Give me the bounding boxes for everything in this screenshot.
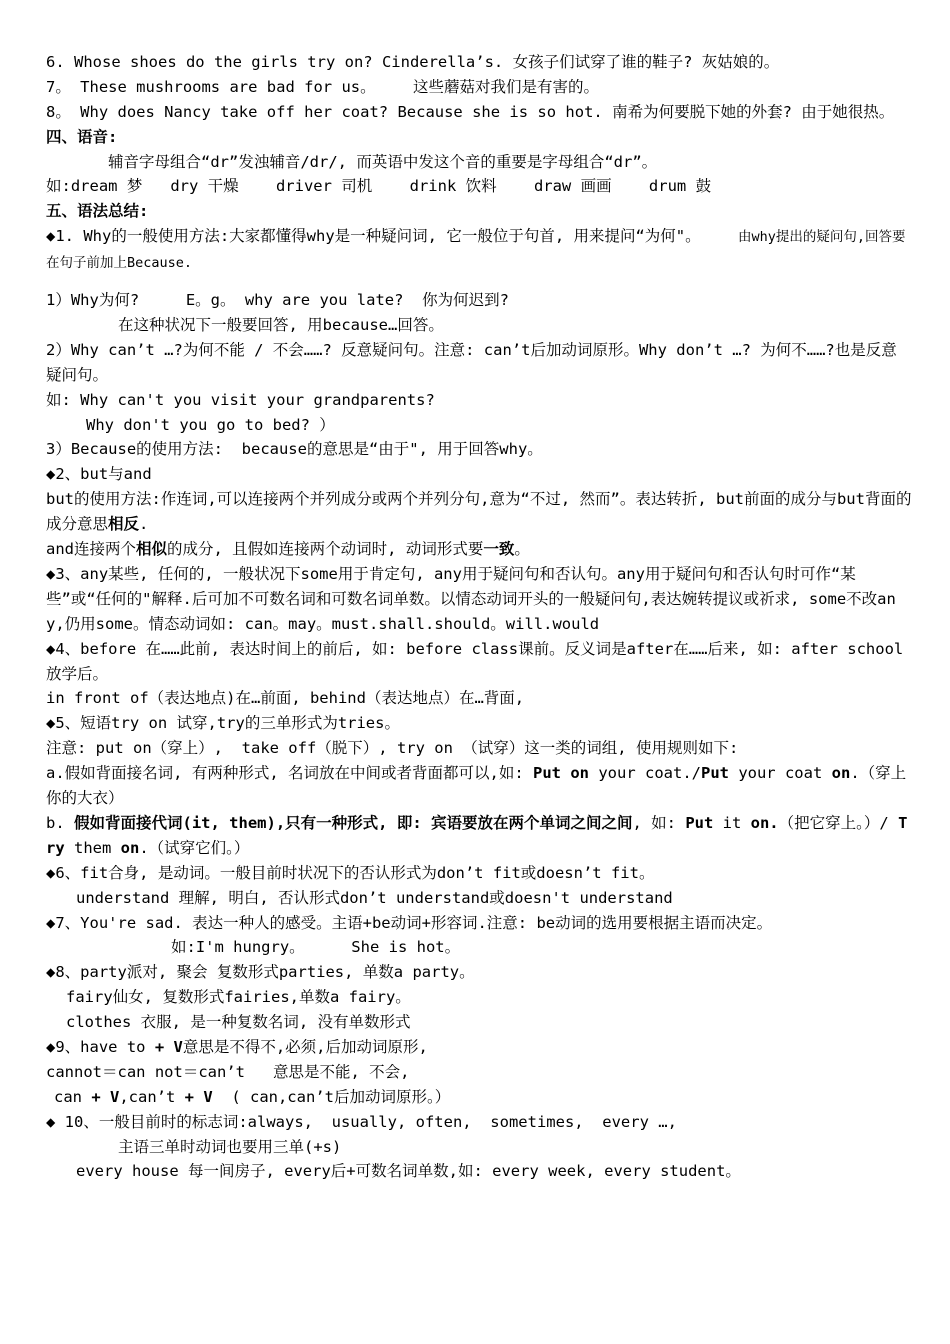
text-span: 意思是不得不,必须,后加动词原形, bbox=[182, 1038, 428, 1057]
text-span: , 如: bbox=[632, 813, 686, 832]
section-heading: 五、语法总结: bbox=[46, 202, 149, 221]
text-line bbox=[46, 761, 912, 811]
text-span: 假如背面接代词(it, them),只有一种形式, 即: 宾语要放在两个单词之间之间 bbox=[74, 813, 633, 832]
text-span: 。 bbox=[514, 540, 530, 559]
text-line: ◆5、短语try on 试穿,try的三单形式为tries。 bbox=[46, 714, 400, 733]
text-span: but的使用方法:作连词,可以连接两个并列成分或两个并列分句,意为“不过, 然而”。表达转折, but前面的成分与but背面的成分意思 bbox=[46, 490, 912, 534]
text-line: ◆ 10、一般目前时的标志词:always, usually, often, sometimes, every …, bbox=[46, 1112, 677, 1131]
text-line bbox=[46, 537, 912, 562]
text-line: ◆2、but与and bbox=[46, 465, 152, 484]
text-span: .（试穿它们。） bbox=[139, 838, 250, 857]
text-span: a.假如背面接名词, 有两种形式, 名词放在中间或者背面都可以,如: bbox=[46, 764, 533, 783]
text-line: 6. Whose shoes do the girls try on? Cinderella’s. 女孩子们试穿了谁的鞋子? 灰姑娘的。 bbox=[46, 53, 780, 71]
text-span: . bbox=[139, 515, 149, 534]
text-span: 相反 bbox=[108, 515, 140, 534]
text-line: ◆8、party派对, 聚会 复数形式parties, 单数a party。 bbox=[46, 963, 475, 982]
text-line bbox=[46, 487, 912, 537]
text-span: 由why提出的疑问句,回答要在句子前加上Because. bbox=[46, 229, 906, 272]
text-span: + V bbox=[91, 1087, 120, 1106]
text-span: Put on bbox=[533, 764, 589, 783]
text-line: 辅音字母组合“dr”发浊辅音/dr/, 而英语中发这个音的重要是字母组合“dr”。 bbox=[108, 152, 658, 171]
text-line: ◆3、any某些, 任何的, 一般状况下some用于肯定句, any用于疑问句和否认句。any用于疑问句和否认句时可作“某些”或“任何的"解释.后可加不可数名词和可数名词单数。以情态动词开头的一般疑问句,表达婉转提议或祈求, some不改any,仍用some。情态动词如: can。may。must.shall.should。will.would bbox=[46, 564, 896, 633]
text-span: it bbox=[713, 813, 751, 832]
text-line: every house 每一间房子, every后+可数名词单数,如: every week, every student。 bbox=[76, 1162, 741, 1181]
text-line: 1）Why为何? E。g。 why are you late? 你为何迟到? bbox=[46, 291, 509, 310]
text-span: your coat./ bbox=[589, 764, 701, 783]
text-span: your coat bbox=[728, 764, 832, 783]
text-line bbox=[46, 1085, 912, 1110]
text-span: Put bbox=[700, 764, 729, 783]
text-line: 在这种状况下一般要回答, 用because…回答。 bbox=[118, 315, 444, 334]
text-line bbox=[46, 1035, 912, 1060]
text-span: Try bbox=[46, 813, 908, 857]
text-line: ◆6、fit合身, 是动词。一般目前时状况下的否认形式为don’t fit或doesn’t fit。 bbox=[46, 863, 655, 882]
text-span: + V bbox=[184, 1087, 213, 1106]
text-span: 的成分, 且假如连接两个动词时, 动词形式要 bbox=[167, 540, 484, 559]
text-line: 8。 Why does Nancy take off her coat? Because she is so hot. 南希为何要脱下她的外套? 由于她很热。 bbox=[46, 102, 895, 121]
text-line: fairy仙女, 复数形式fairies,单数a fairy。 bbox=[66, 988, 411, 1007]
text-line: 3）Because的使用方法: because的意思是“由于", 用于回答why。 bbox=[46, 440, 543, 459]
text-span: 一致 bbox=[483, 540, 515, 559]
text-span: and连接两个 bbox=[46, 540, 136, 559]
text-span: + V bbox=[154, 1038, 183, 1057]
text-line: in front of（表达地点)在…前面, behind（表达地点）在…背面, bbox=[46, 689, 525, 708]
text-line bbox=[46, 224, 912, 276]
text-span: ,can’t bbox=[119, 1087, 185, 1106]
text-line: understand 理解, 明白, 否认形式don’t understand或doesn't understand bbox=[76, 888, 673, 907]
text-span: 相似 bbox=[136, 540, 168, 559]
text-span: Put bbox=[685, 813, 714, 832]
text-span: them bbox=[64, 838, 121, 857]
text-span: on bbox=[120, 838, 140, 857]
text-span: can bbox=[54, 1087, 92, 1106]
text-line: 注意: put on（穿上）, take off（脱下）, try on （试穿）这一类的词组, 使用规则如下: bbox=[46, 739, 739, 758]
text-line: 如: Why can't you visit your grandparents? bbox=[46, 390, 435, 409]
section-heading: 四、语音: bbox=[46, 127, 118, 146]
text-line: Why don't you go to bed? ） bbox=[86, 415, 335, 434]
text-span: b. bbox=[46, 813, 74, 832]
text-span: ◆1. Why的一般使用方法:大家都懂得why是一种疑问词, 它一般位于句首, 用来提问“为何"。 bbox=[46, 227, 701, 246]
text-span: ◆9、have to bbox=[46, 1038, 155, 1057]
text-line: clothes 衣服, 是一种复数名词, 没有单数形式 bbox=[66, 1013, 411, 1032]
text-span: on bbox=[831, 764, 851, 783]
text-line: 如:dream 梦 dry 干燥 driver 司机 drink 饮料 draw 画画 drum 鼓 bbox=[46, 177, 712, 196]
text-line: 2）Why can’t …?为何不能 / 不会……? 反意疑问句。注意: can’t后加动词原形。Why don’t …? 为何不……?也是反意疑问句。 bbox=[46, 340, 897, 384]
text-line: 如:I'm hungry。 She is hot。 bbox=[171, 938, 461, 957]
text-span: ( can,can’t后加动词原形。） bbox=[212, 1087, 451, 1106]
spacer bbox=[46, 276, 912, 288]
text-line: 主语三单时动词也要用三单(+s) bbox=[118, 1137, 342, 1156]
text-line: cannot＝can not＝can’t 意思是不能, 不会, bbox=[46, 1062, 410, 1081]
text-span: on. bbox=[750, 813, 779, 832]
text-line: ◆7、You're sad. 表达一种人的感受。主语+be动词+形容词.注意: be动词的选用要根据主语而决定。 bbox=[46, 913, 773, 932]
text-line: ◆4、before 在……此前, 表达时间上的前后, 如: before class课前。反义词是after在……后来, 如: after school 放学后。 bbox=[46, 639, 904, 683]
text-line: 7。 These mushrooms are bad for us。 这些蘑菇对我们是有害的。 bbox=[46, 77, 599, 96]
document-page bbox=[46, 50, 912, 1184]
text-line bbox=[46, 811, 912, 861]
text-span: （把它穿上。）/ bbox=[778, 813, 899, 832]
text-span: .（穿上你的大衣） bbox=[46, 764, 907, 808]
